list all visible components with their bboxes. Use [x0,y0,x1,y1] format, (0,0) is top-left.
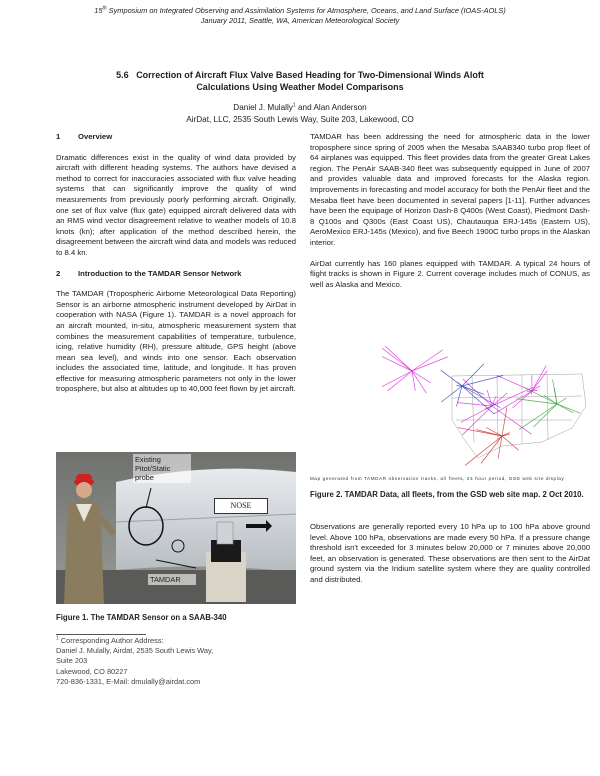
flight-track [498,436,502,458]
footnote-line-5: 720-836-1331, E-Mail: dmulally@airdat.com [56,676,201,686]
section-1-title: Overview [78,132,113,141]
paper-title-line-2: Calculations Using Weather Model Comparisons [196,82,404,92]
right-paragraph-3: Observations are generally reported every 10 hPa up to 100 hPa above ground level. Above 100 hPa, observations are made every 50 hPa. If a pressure change threshold isn't exceeded for 3 minutes below 20,000 or 7 minutes above 20,000 feet, an observation is generated. These observations are then sent to the AirDat ground system via the Iridium satellite system where they are quality controlled and distributed. [310,522,590,584]
section-2-number: 2 [56,268,61,278]
author-footnote-mark: 1 [292,102,296,109]
flight-track [557,404,573,413]
author-2: and Alan Anderson [295,103,367,112]
footnote [56,636,296,687]
title-line-1: Correction of Aircraft Flux Valve Based Heading for Two-Dimensional Winds Aloft [136,70,484,80]
flight-track-map [382,346,588,468]
flight-track [412,371,431,383]
flight-track [524,387,557,404]
section-1-paragraph: Dramatic differences exist in the quality of wind data provided by aircraft with different heading systems. The authors have devised a method to correct for inaccuracies associated with flux valve heading systems that can significantly improve the quality of wind measurements from previously poorly performing aircraft. Originally, one set of flux valve (flux gate) equipped aircraft delivered data with an RMS wind vector disagreement relative to weather models of 10.8 knots (kn); after application of the method described herein, the disagreement between the aircraft wind data and models was reduced to 8.4 kn. [56,152,296,257]
tamdar-label: TAMDAR [148,574,196,585]
author-1: Daniel J. Mulally [233,103,293,112]
figure-1-photo [56,452,296,604]
conference-edition-suffix: th [102,5,107,12]
figure-2-map [382,346,588,468]
flight-track [502,407,507,436]
figure-2-caption: Figure 2. TAMDAR Data, all fleets, from the GSD web site map. 2 Oct 2010. [310,490,584,499]
conference-name: Symposium on Integrated Observing and Assimilation Systems for Atmosphere, Oceans, and Land Surface (IOAS-AOLS) [106,6,506,15]
footnote-heading: Corresponding Author Address: [58,636,164,645]
flight-track [502,436,519,450]
flight-track [462,406,492,435]
flight-track [382,371,412,389]
flight-track [533,404,557,427]
left-column [56,132,296,405]
flight-track [458,428,502,436]
section-2-title: Introduction to the TAMDAR Sensor Network [78,268,242,278]
state-outlines [452,374,586,458]
flight-track [462,386,484,394]
right-column [310,132,590,300]
section-1-heading [56,132,296,143]
footnote-rule [56,634,146,635]
flight-track [462,375,503,386]
footnote-line-1 [56,636,296,646]
conference-edition: 15 [94,6,103,15]
figure-1-caption: Figure 1. The TAMDAR Sensor on a SAAB-340 [56,613,227,622]
flight-track [462,364,484,386]
paper-title [40,69,560,93]
nose-label: NOSE [214,498,268,514]
probe-callout-line-1: Existing [135,455,161,464]
footnote-line-4: Lakewood, CO 80227 [56,666,128,676]
conference-date: January 2011, Seattle, WA, American Meteorological Society [200,16,400,25]
flight-track [557,398,566,404]
flight-track [557,404,580,413]
probe-callout-line-2: Pitot/Static [135,464,171,473]
footnote-line-3: Suite 203 [56,656,88,666]
section-2-paragraph: The TAMDAR (Tropospheric Airborne Meteorological Data Reporting) Sensor is an airborne atmospheric instrument developed by AirDat in cooperation with NASA (Figure 1). TAMDAR is a novel approach for an aircraft mounted, in-situ, atmospheric measurement system that combines the measurement capabilities of temperature, turbulence, icing, relative humidity (RH), pressure altitude, GPS height (above mean sea level), and winds into one sensor. Each observation includes the associated time, latitude, and longitude. It has proven effective for measuring atmospheric parameters not only in the lower troposphere, but also at altitudes up to 40,000 feet flown by jet aircraft. [56,289,296,394]
probe-callout [133,454,191,483]
probe-callout-line-3: probe [135,473,154,482]
map-footer-text: Map generated from TAMDAR observation tracks, all fleets, 24 hour period, GSD web site display [310,476,565,481]
footnote-mark: 1 [56,635,59,642]
flight-track [532,366,546,391]
flight-track [441,386,462,402]
affiliation: AirDat, LLC, 2535 South Lewis Way, Suite 203, Lakewood, CO [186,115,414,124]
paper-title-line-1 [40,69,560,81]
right-column-lower [310,522,590,596]
flight-track [441,370,462,386]
flight-track [462,386,494,414]
right-paragraph-2: AirDat currently has 160 planes equipped with TAMDAR. A typical 24 hours of flight tracks is shown in Figure 2. Current coverage includes much of CONUS, as well as Alaska and Mexico. [310,258,590,289]
footnote-line-2: Daniel J. Mulally, Airdat, 2535 South Lewis Way, [56,646,214,656]
paper-number: 5.6 [116,70,129,80]
flight-track [532,370,547,391]
section-1-number: 1 [56,132,61,141]
conference-header [0,6,600,16]
author-line [0,102,600,113]
flight-track [465,436,502,465]
flight-track [388,371,412,391]
flight-track [481,436,502,463]
section-2-heading [56,269,296,280]
flight-track [458,403,492,406]
flight-track [553,379,557,404]
flight-track [462,386,500,408]
flight-track [519,404,557,430]
right-paragraph-1: TAMDAR has been addressing the need for atmospheric data in the lower troposphere since spring of 2005 when the Mesaba SAAB340 turbo prop fleet of 64 airplanes was equipped. This fleet provides data from the greater Great Lakes region. The PenAir SAAB-340 fleet was subsequently equipped in June of 2007 and provides valuable data and improved forecasts for the Alaska region. Improvements in forecasting and model accuracy for both the PenAir fleet and the Mesaba fleet have been documented in several papers [1-11]. Further advances have been the equipage of Horizon Dash-8 Q400s (West Coast), Piedmont Dash-8 Q100s and Q300s (East Coast US), Chautauqua ERJ-145s (Eastern US), AeroMexico ERJ-145s (Mexico), and five Beech 1900C turbo props in the Alaskan interior. [310,132,590,247]
